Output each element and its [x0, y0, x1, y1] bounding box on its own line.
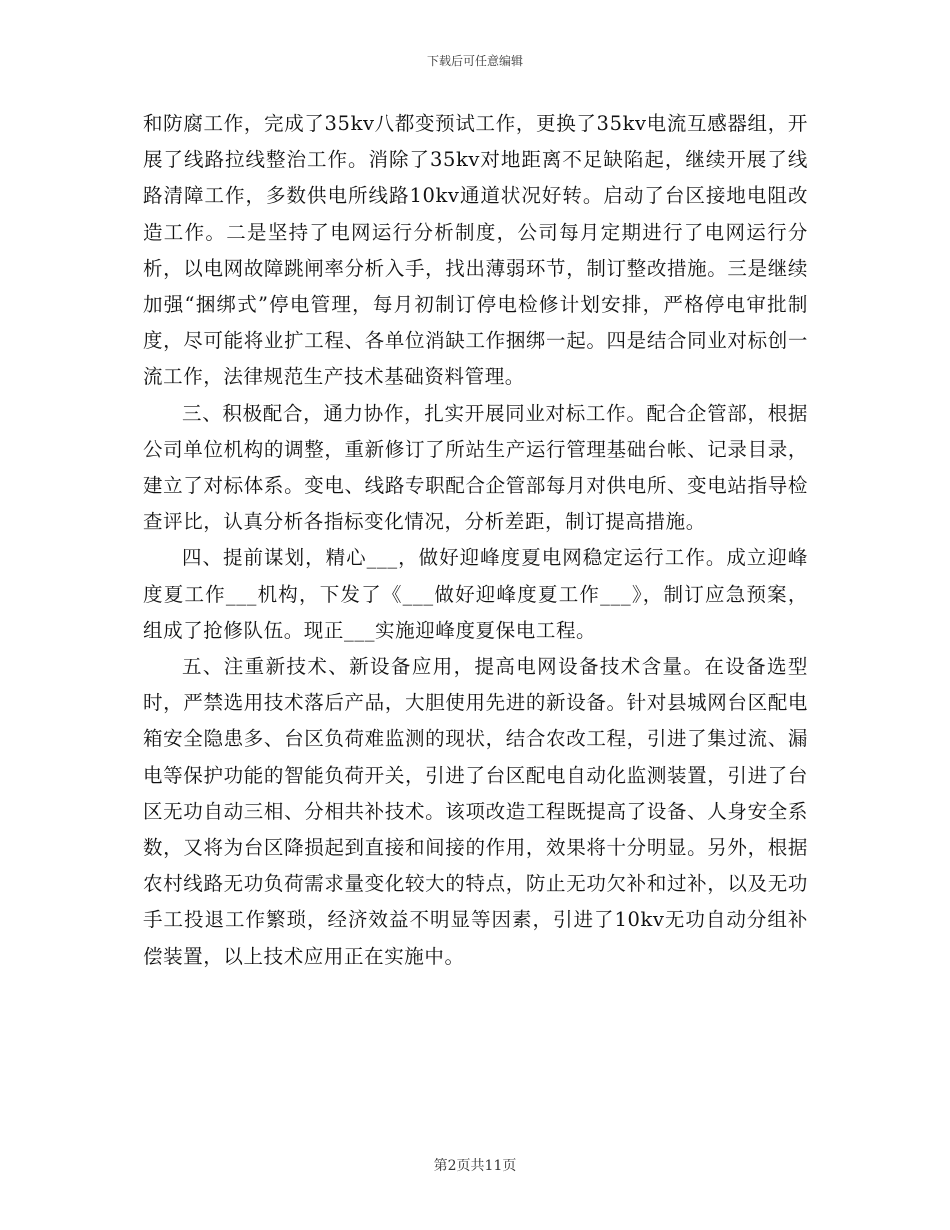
paragraph-section-5: 五、注重新技术、新设备应用，提高电网设备技术含量。在设备选型时，严禁选用技术落后产品，大胆使用先进的新设备。针对县城网台区配电箱安全隐患多、台区负荷难监测的现状，结合农改工程，引进了集过流、漏电等保护功能的智能负荷开关，引进了台区配电自动化监测装置，引进了台区无功自动三相、分相共补技术。该项改造工程既提高了设备、人身安全系数，又将为台区降损起到直接和间接的作用，效果将十分明显。另外，根据农村线路无功负荷需求量变化较大的特点，防止无功欠补和过补，以及无功手工投退工作繁琐，经济效益不明显等因素，引进了10kv无功自动分组补偿装置，以上技术应用正在实施中。	[143, 655, 808, 968]
page-number-footer: 第2页共11页	[433, 1158, 517, 1174]
paragraph-section-4: 四、提前谋划，精心___，做好迎峰度夏电网稳定运行工作。成立迎峰度夏工作___机构，下发了《___做好迎峰度夏工作___》，制订应急预案，组成了抢修队伍。现正___实施迎峰度夏保电工程。	[143, 546, 808, 642]
document-body	[143, 106, 808, 975]
paragraph-section-3: 三、积极配合，通力协作，扎实开展同业对标工作。配合企管部，根据公司单位机构的调整，重新修订了所站生产运行管理基础台帐、记录目录，建立了对标体系。变电、线路专职配合企管部每月对供电所、变电站指导检查评比，认真分析各指标变化情况，分析差距，制订提高措施。	[143, 401, 808, 534]
paragraph-continued: 和防腐工作，完成了35kv八都变预试工作，更换了35kv电流互感器组，开展了线路拉线整治工作。消除了35kv对地距离不足缺陷起，继续开展了线路清障工作，多数供电所线路10kv通道状况好转。启动了台区接地电阻改造工作。二是坚持了电网运行分析制度，公司每月定期进行了电网运行分析，以电网故障跳闸率分析入手，找出薄弱环节，制订整改措施。三是继续加强“捆绑式”停电管理，每月初制订停电检修计划安排，严格停电审批制度，尽可能将业扩工程、各单位消缺工作捆绑一起。四是结合同业对标创一流工作，法律规范生产技术基础资料管理。	[143, 112, 808, 389]
page-header: 下载后可任意编辑	[426, 54, 523, 68]
